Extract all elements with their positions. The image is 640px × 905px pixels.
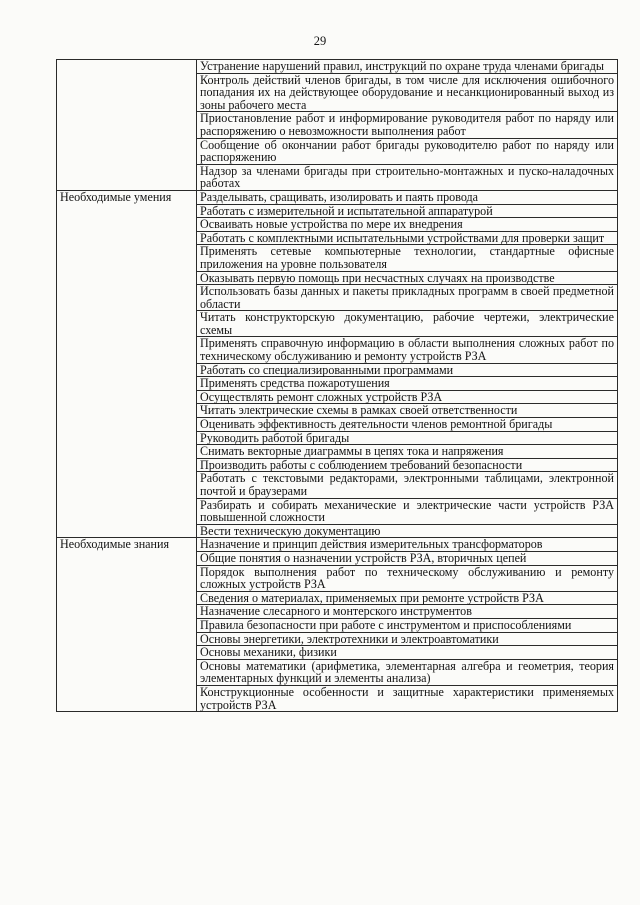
item-text: Работать с измерительной и испытательной аппаратурой [197, 204, 618, 218]
item-text: Разделывать, сращивать, изолировать и паять провода [197, 190, 618, 204]
section-label [57, 60, 197, 191]
item-text: Приостановление работ и информирование руководителя работ по наряду или распоряжению о невозможности выполнения работ [197, 112, 618, 138]
item-text: Основы энергетики, электротехники и электроавтоматики [197, 632, 618, 646]
item-text: Работать с текстовыми редакторами, электронными таблицами, электронной почтой и браузерами [197, 472, 618, 498]
item-text: Правила безопасности при работе с инструментом и приспособлениями [197, 618, 618, 632]
item-text: Осуществлять ремонт сложных устройств РЗА [197, 390, 618, 404]
item-text: Порядок выполнения работ по техническому обслуживанию и ремонту сложных устройств РЗА [197, 565, 618, 591]
item-text: Назначение слесарного и монтерского инструментов [197, 605, 618, 619]
table-row [57, 60, 618, 74]
item-text: Снимать векторные диаграммы в цепях тока и напряжения [197, 445, 618, 459]
item-text: Осваивать новые устройства по мере их внедрения [197, 218, 618, 232]
table-row [57, 538, 618, 552]
competency-table [56, 59, 618, 712]
item-text: Назначение и принцип действия измерительных трансформаторов [197, 538, 618, 552]
item-text: Контроль действий членов бригады, в том числе для исключения ошибочного попадания их на действующее оборудование и несанкционированный выход из зоны рабочего места [197, 73, 618, 112]
item-text: Применять справочную информацию в области выполнения сложных работ по техническому обслуживанию и ремонту устройств РЗА [197, 337, 618, 363]
section-label: Необходимые умения [57, 190, 197, 537]
page-number: 29 [313, 34, 327, 48]
item-text: Читать электрические схемы в рамках своей ответственности [197, 404, 618, 418]
item-text: Руководить работой бригады [197, 431, 618, 445]
item-text: Оценивать эффективность деятельности членов ремонтной бригады [197, 418, 618, 432]
item-text: Устранение нарушений правил, инструкций по охране труда членами бригады [197, 60, 618, 74]
item-text: Оказывать первую помощь при несчастных случаях на производстве [197, 271, 618, 285]
item-text: Сведения о материалах, применяемых при ремонте устройств РЗА [197, 591, 618, 605]
item-text: Надзор за членами бригады при строительно-монтажных и пуско-наладочных работах [197, 164, 618, 190]
item-text: Разбирать и собирать механические и электрические части устройств РЗА повышенной сложности [197, 498, 618, 524]
item-text: Применять средства пожаротушения [197, 377, 618, 391]
item-text: Сообщение об окончании работ бригады руководителю работ по наряду или распоряжению [197, 138, 618, 164]
item-text: Производить работы с соблюдением требований безопасности [197, 458, 618, 472]
item-text: Конструкционные особенности и защитные характеристики применяемых устройств РЗА [197, 685, 618, 711]
item-text: Применять сетевые компьютерные технологии, стандартные офисные приложения на уровне пользователя [197, 245, 618, 271]
item-text: Использовать базы данных и пакеты прикладных программ в своей предметной области [197, 285, 618, 311]
item-text: Работать со специализированными программами [197, 363, 618, 377]
item-text: Вести техническую документацию [197, 524, 618, 538]
table-row [57, 190, 618, 204]
item-text: Читать конструкторскую документацию, рабочие чертежи, электрические схемы [197, 311, 618, 337]
item-text: Основы механики, физики [197, 646, 618, 660]
section-label: Необходимые знания [57, 538, 197, 712]
item-text: Общие понятия о назначении устройств РЗА, вторичных цепей [197, 551, 618, 565]
item-text: Работать с комплектными испытательными устройствами для проверки защит [197, 231, 618, 245]
item-text: Основы математики (арифметика, элементарная алгебра и геометрия, теория элементарных функций и элементы анализа) [197, 659, 618, 685]
